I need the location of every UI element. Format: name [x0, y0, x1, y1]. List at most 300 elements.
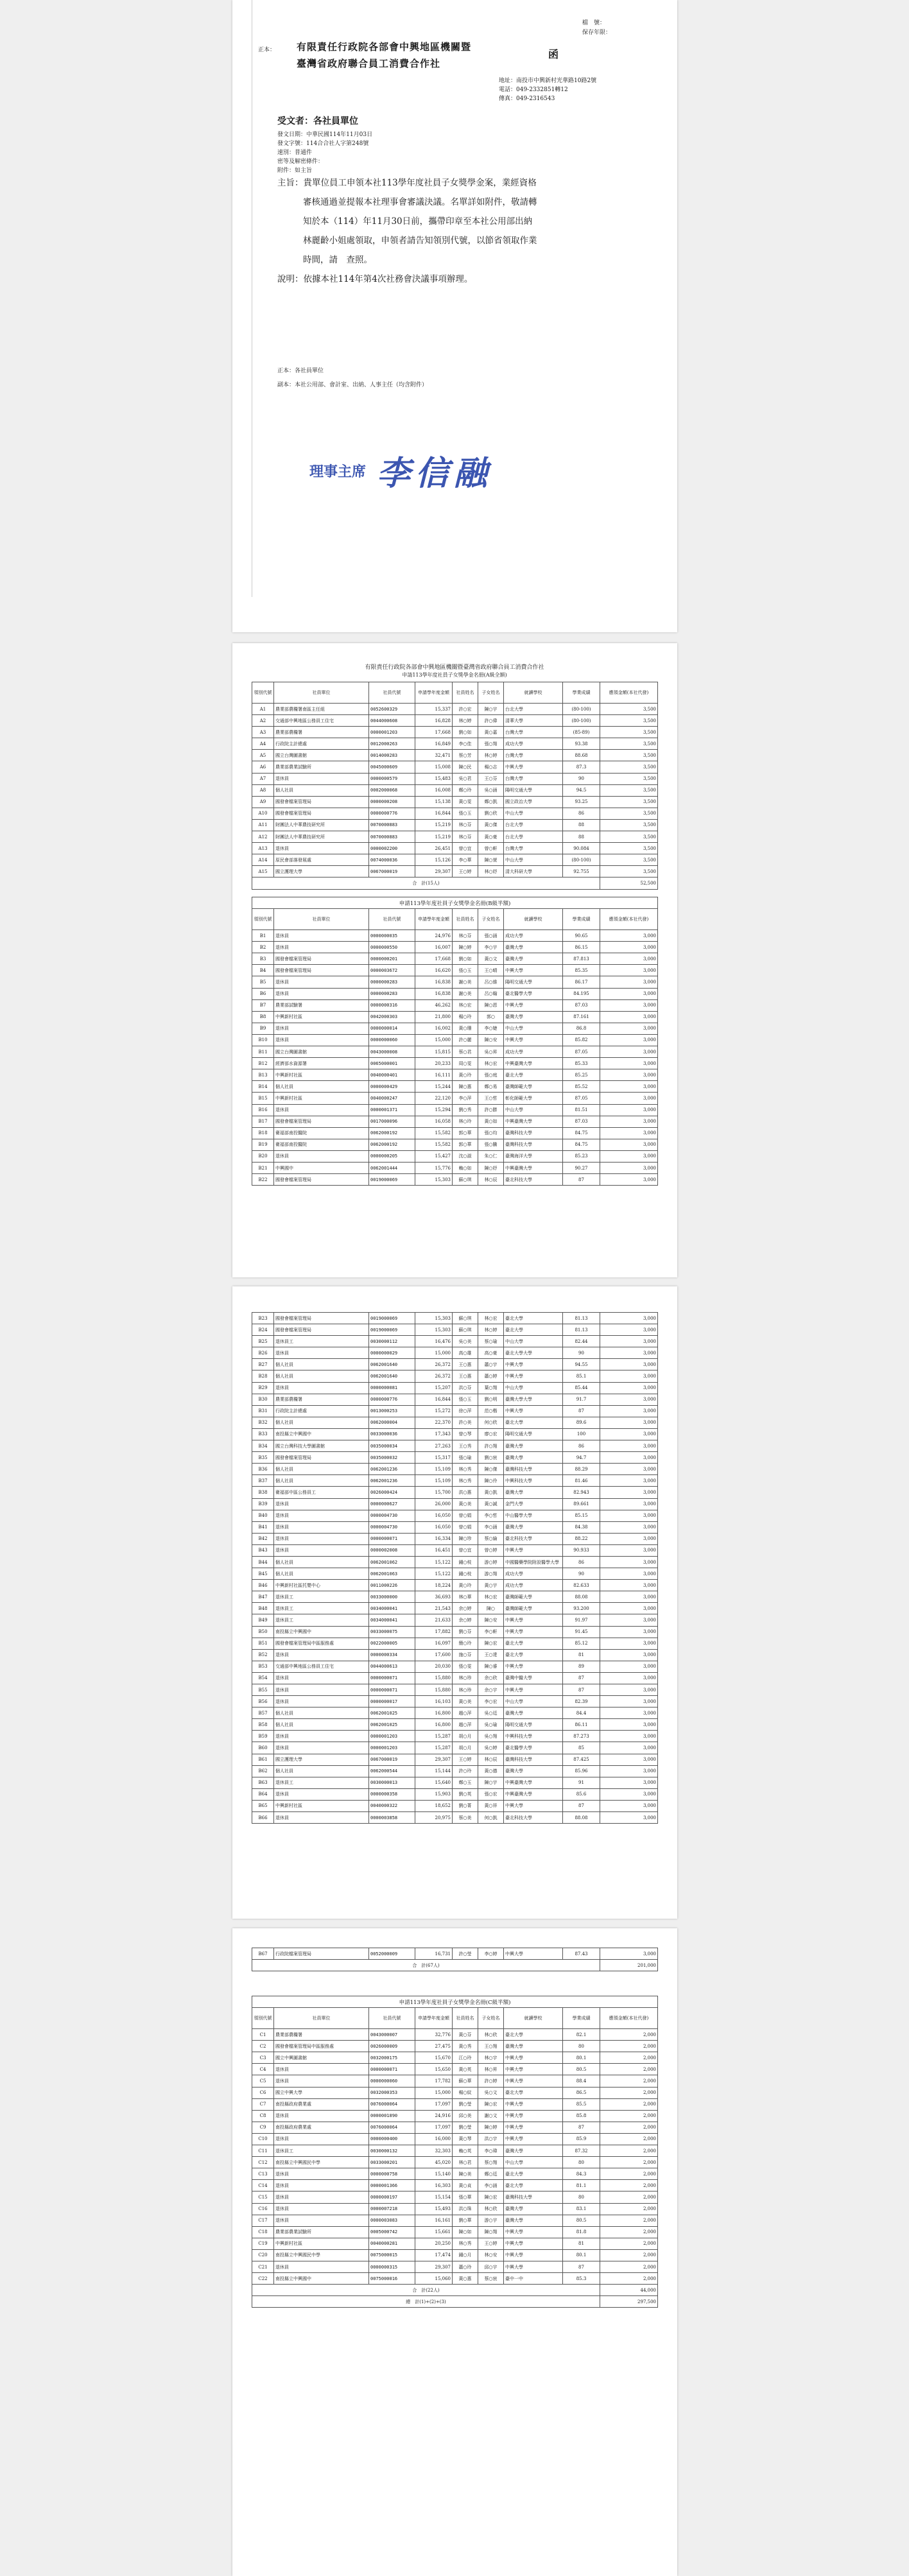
table-cell: 3,000	[600, 1638, 658, 1649]
table-cell: 臺灣大學	[504, 1707, 563, 1719]
table-cell: 許○翔	[478, 1440, 504, 1452]
table-row	[252, 1382, 658, 1394]
subject-line-3: 知於本（114）年11月30日前，攜帶印章至本社公用部出納	[303, 216, 533, 227]
table-row	[252, 1603, 658, 1614]
org-name-line2: 臺灣省政府聯合員工消費合作社	[297, 58, 441, 69]
table-cell: 原民會部落發展處	[274, 854, 369, 866]
table-cell: 15,219	[415, 831, 453, 843]
table-cell: 0014000283	[369, 750, 415, 761]
table-cell: 中興大學	[504, 2249, 563, 2261]
table-cell: 15,126	[415, 854, 453, 866]
table-row	[252, 1023, 658, 1034]
table-cell: 張○宏	[478, 1788, 504, 1800]
table-cell: 鄭○廷	[478, 2168, 504, 2180]
table-c	[252, 1996, 658, 2308]
table-cell: 0000003083	[369, 2215, 415, 2226]
table-cell: 賴○如	[453, 1162, 478, 1173]
table-cell: 許○美	[453, 1417, 478, 1428]
table-cell: 游○翔	[478, 1568, 504, 1580]
table-cell: 2,000	[600, 2029, 658, 2041]
table-cell: 84.38	[563, 1521, 600, 1533]
table-cell: 32,303	[415, 2145, 453, 2157]
table-row	[252, 1336, 658, 1347]
table-row	[252, 2168, 658, 2180]
table-cell: A6	[252, 761, 274, 773]
table-cell: B56	[252, 1696, 274, 1707]
table-row	[252, 2087, 658, 2098]
table-cell: 0000000776	[369, 1394, 415, 1405]
table-cell: 國發會檔案管理局中區服務處	[274, 1638, 369, 1649]
table-cell: 0000000017	[369, 1696, 415, 1707]
table-cell: 成功大學	[504, 1568, 563, 1580]
table-row	[252, 2052, 658, 2064]
table-cell: 15,303	[415, 1324, 453, 1336]
table-cell: 3,000	[600, 1521, 658, 1533]
table-cell: 趙○萍	[453, 1719, 478, 1731]
table-cell: 15,144	[415, 1765, 453, 1777]
table-cell: 87.03	[563, 999, 600, 1011]
table-cell: C21	[252, 2261, 274, 2272]
table-cell: 86.5	[563, 2087, 600, 2098]
table-cell: B60	[252, 1742, 274, 1754]
table-cell: 中興新村社區	[274, 1093, 369, 1104]
table-cell: 劉○瑩	[453, 2098, 478, 2110]
retention-label: 保存年限：	[582, 30, 612, 36]
table-cell: 蕭○婷	[478, 1370, 504, 1382]
table-cell: 86.11	[563, 1719, 600, 1731]
table-cell: 林○玲	[453, 1116, 478, 1127]
table-cell: 3,000	[600, 1150, 658, 1162]
table-cell: 3,000	[600, 1684, 658, 1696]
total-label: 總 計(1)+(2)+(3)	[252, 2296, 600, 2308]
table-cell: A5	[252, 750, 274, 761]
table-cell: 中興大學	[504, 2226, 563, 2238]
table-cell: 0034000041	[369, 1614, 415, 1626]
table-cell: 中興大學	[504, 1800, 563, 1811]
table-cell: 王○惠	[453, 1370, 478, 1382]
table-row	[252, 727, 658, 738]
table-cell: 3,500	[600, 738, 658, 750]
table-cell: 中興新村社區托嬰中心	[274, 1580, 369, 1591]
table-cell: 16,097	[415, 1638, 453, 1649]
table-cell: B52	[252, 1649, 274, 1661]
table-cell: 蕭○宇	[478, 1359, 504, 1370]
table-cell: 0062001025	[369, 1707, 415, 1719]
table-cell: 3,500	[600, 773, 658, 784]
col-header: 社員單位	[274, 909, 369, 930]
table-cell: 南投縣立中興國民中學	[274, 2249, 369, 2261]
table-cell: 張○均	[478, 1127, 504, 1139]
table-cell: 2,000	[600, 2249, 658, 2261]
table-cell: 0000003672	[369, 965, 415, 976]
table-cell: 個人社員	[274, 1765, 369, 1777]
table-cell: 0062000192	[369, 1139, 415, 1150]
table-cell: 林○欣	[478, 2029, 504, 2041]
table-cell: 0000007218	[369, 2203, 415, 2215]
table-cell: 清華大學	[504, 715, 563, 727]
table-cell: 林○婷	[478, 750, 504, 761]
table-row	[252, 1521, 658, 1533]
table-cell: 80.5	[563, 2215, 600, 2226]
table-cell: 3,000	[600, 1948, 658, 1960]
table-cell: 臺北大學	[504, 1324, 563, 1336]
table-cell: 0043000007	[369, 2029, 415, 2041]
table-cell: 黃○芬	[453, 2029, 478, 2041]
table-cell: 3,000	[600, 1382, 658, 1394]
table-cell: 陳○妤	[478, 1162, 504, 1173]
table-row	[252, 2029, 658, 2041]
table-cell: 3,000	[600, 1058, 658, 1069]
table-row	[252, 1475, 658, 1487]
table-row	[252, 1591, 658, 1603]
table-cell: 0033000075	[369, 1626, 415, 1638]
table-cell: B35	[252, 1452, 274, 1464]
table-cell: 農業部試驗署	[274, 999, 369, 1011]
table-cell: 臺灣海洋大學	[504, 1150, 563, 1162]
table-cell: 蘇○琪	[453, 1174, 478, 1186]
col-header: 應領金額(本社代發)	[600, 909, 658, 930]
table-cell: 農業部農糧署南區主任組	[274, 704, 369, 715]
table-cell: 中興臺灣大學	[504, 1777, 563, 1788]
table-cell: 3,000	[600, 1498, 658, 1510]
table-cell: 16,103	[415, 1696, 453, 1707]
table-cell: 鄭○凱	[478, 796, 504, 808]
table-cell: 林○珍	[453, 1672, 478, 1684]
table-cell: 退休員工	[274, 1591, 369, 1603]
table-cell: 退休員	[274, 2075, 369, 2087]
table-cell: 85.9	[563, 2133, 600, 2145]
table-cell: 吳○瑜	[478, 1719, 504, 1731]
table-cell: 3,000	[600, 1812, 658, 1824]
table-row	[252, 1370, 658, 1382]
table-row	[252, 1948, 658, 1960]
table-cell: 台北大學	[504, 704, 563, 715]
col-header: 學業成績	[563, 682, 600, 704]
col-header: 社員單位	[274, 682, 369, 704]
table-cell: 2,000	[600, 2098, 658, 2110]
table-cell: 陳○安	[478, 1034, 504, 1046]
table-cell: 鍾○枝	[453, 1568, 478, 1580]
table-row	[252, 2191, 658, 2203]
table-cell: 劉○菁	[453, 1800, 478, 1811]
table-cell: 楊○玲	[453, 1011, 478, 1023]
table-cell: 87.161	[563, 1011, 600, 1023]
table-cell: 沈○淑	[453, 1150, 478, 1162]
col-header: 就讀學校	[504, 909, 563, 930]
table-cell: 85	[563, 1742, 600, 1754]
table-cell: 林○芬	[453, 819, 478, 831]
table-cell: 0019000069	[369, 1313, 415, 1324]
col-header: 申請學年度金額	[415, 682, 453, 704]
table-cell: A2	[252, 715, 274, 727]
table-cell: B2	[252, 942, 274, 953]
table-cell: 許○勝	[478, 1104, 504, 1116]
table-cell: 17,668	[415, 953, 453, 965]
table-cell: 0062001063	[369, 1568, 415, 1580]
table-cell: 退休員	[274, 1533, 369, 1544]
table-cell: 88	[563, 819, 600, 831]
table-cell: 張○騰	[478, 1139, 504, 1150]
col-header: 子女姓名	[478, 909, 504, 930]
table-cell: 臺中一中	[504, 2273, 563, 2285]
table-cell: 中興大學	[504, 2238, 563, 2249]
total-row	[252, 2285, 658, 2296]
table-cell: 胡○月	[453, 1742, 478, 1754]
table-cell: 國立中興大學	[274, 2087, 369, 2098]
table-cell: 3,000	[600, 1174, 658, 1186]
table-row	[252, 1556, 658, 1568]
table-row	[252, 1614, 658, 1626]
table-cell: 80	[563, 2157, 600, 2168]
table-cell: 陳○婷	[478, 2122, 504, 2133]
table-row	[252, 750, 658, 761]
table-row	[252, 1812, 658, 1824]
table-cell: 臺北大學	[504, 1417, 563, 1428]
table-cell: 中興臺灣大學	[504, 1058, 563, 1069]
table-cell: 3,000	[600, 942, 658, 953]
table-cell: 中興臺灣大學	[504, 1116, 563, 1127]
table-cell: 87.813	[563, 953, 600, 965]
table-cell: 邱○宇	[478, 2261, 504, 2272]
table-cell: 0000000014	[369, 1023, 415, 1034]
table-cell: 陳○宇	[478, 1777, 504, 1788]
table-cell: 3,000	[600, 1464, 658, 1475]
table-cell: 中興大學	[504, 1661, 563, 1672]
table-cell: 81.13	[563, 1324, 600, 1336]
table-cell: 85.96	[563, 1765, 600, 1777]
table-cell: 臺灣大學	[504, 1487, 563, 1498]
table-cell: 0005000742	[369, 2226, 415, 2238]
col-header: 社員姓名	[453, 682, 478, 704]
table-cell: 謝○文	[478, 2110, 504, 2122]
table-cell: 85.33	[563, 1058, 600, 1069]
table-cell: 陳○傑	[478, 1464, 504, 1475]
table-cell: 16,303	[415, 2180, 453, 2191]
table-cell: 張○玉	[453, 965, 478, 976]
explanation: 說明：依據本社114年第4次社務會決議事項辦理。	[277, 274, 473, 284]
table-cell: 個人社員	[274, 784, 369, 796]
table-cell: 中興大學	[504, 1370, 563, 1382]
table-cell: 3,000	[600, 1428, 658, 1440]
table-cell: 衛福部中區公務員工	[274, 1487, 369, 1498]
table-cell: 曾○娟	[453, 1510, 478, 1521]
table-cell: 85.35	[563, 965, 600, 976]
table-cell: C10	[252, 2133, 274, 2145]
table-cell: 林○宇	[478, 2052, 504, 2064]
table-cell: 中山大學	[504, 1104, 563, 1116]
table-cell: 3,000	[600, 988, 658, 999]
table-cell: 3,000	[600, 1661, 658, 1672]
table-cell: 87	[563, 2261, 600, 2272]
list-page-3	[232, 1928, 677, 2576]
table-cell: 林○辰	[478, 1754, 504, 1765]
table-cell: B40	[252, 1510, 274, 1521]
table-cell: 2,000	[600, 2133, 658, 2145]
table-cell: 0000000579	[369, 773, 415, 784]
table-cell: 余○宇	[478, 1684, 504, 1696]
table-cell: 陽明交通大學	[504, 784, 563, 796]
table-cell: 行政院主計總處	[274, 1405, 369, 1417]
table-cell: 3,000	[600, 1800, 658, 1811]
table-cell: 3,000	[600, 1591, 658, 1603]
table-cell: 0000000550	[369, 942, 415, 953]
table-cell: 劉○瑩	[453, 2122, 478, 2133]
table-cell: 陳○民	[453, 761, 478, 773]
table-cell: 16,058	[415, 1116, 453, 1127]
table-cell: 中興新村社區	[274, 1069, 369, 1081]
table-cell: 洪○珠	[453, 2203, 478, 2215]
table-cell: 國發會檔案管理局	[274, 1324, 369, 1336]
table-row	[252, 1058, 658, 1069]
table-cell: 3,500	[600, 727, 658, 738]
table-cell: 許○瑩	[453, 1948, 478, 1960]
delivery-speed: 速別：普通件	[277, 150, 313, 156]
table-cell: 0062000544	[369, 1765, 415, 1777]
table-cell: 3,000	[600, 1046, 658, 1058]
table-cell: 91.7	[563, 1394, 600, 1405]
table-cell: 許○玲	[453, 1765, 478, 1777]
table-cell: 3,000	[600, 930, 658, 942]
table-cell: 86	[563, 1440, 600, 1452]
table-cell: B47	[252, 1591, 274, 1603]
table-cell: 22,120	[415, 1093, 453, 1104]
table-cell: 3,000	[600, 1580, 658, 1591]
table-cell: 陳○翔	[478, 2226, 504, 2238]
table-cell: 退休員	[274, 2064, 369, 2075]
table-cell: 國立護理大學	[274, 1754, 369, 1765]
table-cell: 國發會檔案管理局	[274, 796, 369, 808]
table-cell: 3,000	[600, 1544, 658, 1556]
table-cell: B34	[252, 1440, 274, 1452]
table-cell: C16	[252, 2203, 274, 2215]
table-cell: 0000000035	[369, 930, 415, 942]
table-cell: 成功大學	[504, 1580, 563, 1591]
table-cell: 3,500	[600, 819, 658, 831]
table-cell: 中興大學	[504, 2098, 563, 2110]
table-row	[252, 831, 658, 843]
table-cell: 0067000019	[369, 866, 415, 877]
table-cell: 劉○明	[478, 1394, 504, 1405]
col-header: 領別代號	[252, 2008, 274, 2029]
table-cell: A3	[252, 727, 274, 738]
table-cell: A8	[252, 784, 274, 796]
total-value: 297,500	[600, 2296, 658, 2308]
table-cell: 林○婷	[453, 715, 478, 727]
table-cell: 謝○美	[453, 976, 478, 988]
table-cell: 臺灣中醫大學	[504, 1672, 563, 1684]
table-cell: 南投縣政府農業處	[274, 2122, 369, 2133]
table-cell: B63	[252, 1777, 274, 1788]
table-cell: 91.45	[563, 1626, 600, 1638]
table-cell: 15,815	[415, 1046, 453, 1058]
table-cell: B30	[252, 1394, 274, 1405]
table-cell: 李○涵	[478, 2180, 504, 2191]
table-cell: 個人社員	[274, 1417, 369, 1428]
table-cell: 許○偉	[478, 715, 504, 727]
table-cell: 0035000034	[369, 1440, 415, 1452]
table-cell: A10	[252, 808, 274, 819]
table-cell: 鄭○玉	[453, 1777, 478, 1788]
table-cell: 0062001236	[369, 1475, 415, 1487]
table-cell: 0000001366	[369, 2180, 415, 2191]
table-cell: 成功大學	[504, 930, 563, 942]
table-cell: 江○玲	[453, 2052, 478, 2064]
col-header: 領別代號	[252, 909, 274, 930]
table-cell: 82.633	[563, 1580, 600, 1591]
table-cell: B45	[252, 1568, 274, 1580]
table-cell: 李○軒	[478, 1626, 504, 1638]
table-cell: 徐○萍	[453, 1405, 478, 1417]
table-caption-row	[252, 897, 658, 909]
table-cell: 廖○宏	[478, 1428, 504, 1440]
table-cell: B20	[252, 1150, 274, 1162]
table-cell: C9	[252, 2122, 274, 2133]
table-cell: 退休員工	[274, 2145, 369, 2157]
table-cell: 退休員	[274, 976, 369, 988]
table-cell: B24	[252, 1324, 274, 1336]
table-cell: 國發會檔案管理局	[274, 808, 369, 819]
table-row	[252, 1487, 658, 1498]
table-cell: 3,000	[600, 1023, 658, 1034]
table-cell: 南投縣立中興國民中學	[274, 2157, 369, 2168]
table-row	[252, 1139, 658, 1150]
table-cell: 85.82	[563, 1034, 600, 1046]
table-row	[252, 1046, 658, 1058]
table-cell: 15,272	[415, 1405, 453, 1417]
table-cell: C22	[252, 2273, 274, 2285]
table-cell: 蔡○瑜	[478, 1336, 504, 1347]
table-cell: C2	[252, 2041, 274, 2052]
table-cell: 退休員	[274, 1150, 369, 1162]
table-cell: 退休員	[274, 843, 369, 854]
table-cell: 退休員	[274, 2203, 369, 2215]
table-cell: 臺灣大學	[504, 953, 563, 965]
table-cell: 16,844	[415, 808, 453, 819]
table-cell: 吳○美	[453, 1336, 478, 1347]
table-cell: B55	[252, 1684, 274, 1696]
table-cell: 3,000	[600, 1405, 658, 1417]
table-cell: 0013000253	[369, 1405, 415, 1417]
table-cell: 2,000	[600, 2075, 658, 2087]
table-cell: 3,000	[600, 1440, 658, 1452]
col-header: 申請學年度金額	[415, 2008, 453, 2029]
table-cell: 18,224	[415, 1580, 453, 1591]
table-c-caption: 申請113學年度社員子女獎學金名冊(C級半額)	[252, 1996, 658, 2008]
cc-copy: 副本：本社公用部、會計室、出納、人事主任（均含附件）	[277, 382, 428, 388]
table-row	[252, 2098, 658, 2110]
table-cell: 台灣大學	[504, 843, 563, 854]
table-cell: B46	[252, 1580, 274, 1591]
table-cell: 臺北科技大學	[504, 1533, 563, 1544]
table-row	[252, 1452, 658, 1464]
table-cell: 94.55	[563, 1359, 600, 1370]
table-cell: 3,000	[600, 1104, 658, 1116]
table-row	[252, 1707, 658, 1719]
table-cell: 王○婷	[453, 1754, 478, 1765]
table-cell: 中興大學	[504, 2075, 563, 2087]
table-cell: 清大科研大學	[504, 866, 563, 877]
table-cell: 王○婷	[478, 2238, 504, 2249]
table-cell: 郭○華	[453, 1139, 478, 1150]
table-cell: 80.1	[563, 2249, 600, 2261]
table-cell: 退休員	[274, 1498, 369, 1510]
table-cell: 87.273	[563, 1731, 600, 1742]
table-cell: 3,500	[600, 854, 658, 866]
table-row	[252, 854, 658, 866]
total-value: 201,000	[600, 1960, 658, 1971]
table-cell: 施○芬	[453, 1649, 478, 1661]
table-cell: 吳○翔	[478, 1731, 504, 1742]
